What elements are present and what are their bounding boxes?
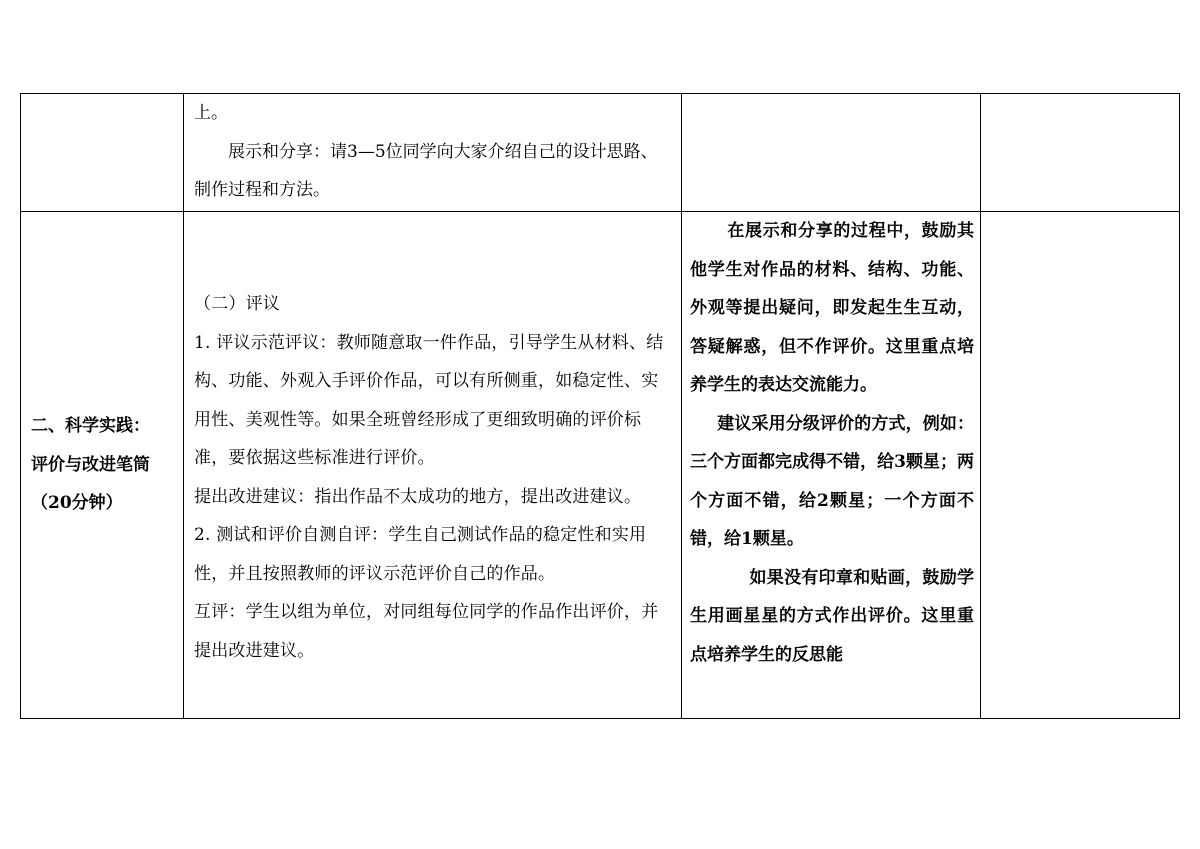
notes-cell [981, 94, 1180, 212]
intent-paragraph: 建议采用分级评价的方式，例如：三个方面都完成得不错，给3颗星；两个方面不错，给2颗星；一个方面不错，给1颗星。 [690, 413, 974, 549]
process-cell [184, 212, 682, 719]
stage-cell [21, 94, 184, 212]
section-heading: （二）评议 [194, 294, 280, 314]
stage-cell [21, 212, 184, 719]
process-text: 上。 [194, 103, 228, 123]
process-paragraph: 2. 测试和评价自测自评：学生自己测试作品的稳定性和实用性，并且按照教师的评议示范评价自己的作品。 [194, 525, 647, 584]
table-row [21, 212, 1180, 719]
intent-paragraph: 在展示和分享的过程中，鼓励其他学生对作品的材料、结构、功能、外观等提出疑问，即发起生生互动，答疑解惑，但不作评价。这里重点培养学生的表达交流能力。 [690, 221, 974, 395]
intent-cell [682, 212, 981, 719]
stage-title-line: 二、科学实践： [31, 416, 150, 437]
lesson-plan-table [20, 93, 1180, 719]
stage-duration: （20分钟） [31, 493, 123, 514]
intent-cell [682, 94, 981, 212]
process-paragraph: 提出改进建议：指出作品不太成功的地方，提出改进建议。 [194, 486, 642, 507]
process-paragraph: 1. 评议示范评议：教师随意取一件作品，引导学生从材料、结构、功能、外观入手评价作品，可以有所侧重，如稳定性、实用性、美观性等。如果全班曾经形成了更细致明确的评价标准，要依据这些标准进行评价。 [194, 332, 664, 468]
process-cell [184, 94, 682, 212]
process-text: 展示和分享：请3—5位同学向大家介绍自己的设计思路、制作过程和方法。 [194, 141, 658, 200]
notes-cell [981, 212, 1180, 719]
stage-title-line: 评价与改进笔筒 [31, 454, 150, 475]
process-paragraph: 互评：学生以组为单位，对同组每位同学的作品作出评价，并提出改进建议。 [194, 602, 659, 661]
table-row [21, 94, 1180, 212]
intent-paragraph: 如果没有印章和贴画，鼓励学生用画星星的方式作出评价。这里重点培养学生的反思能 [690, 567, 974, 665]
